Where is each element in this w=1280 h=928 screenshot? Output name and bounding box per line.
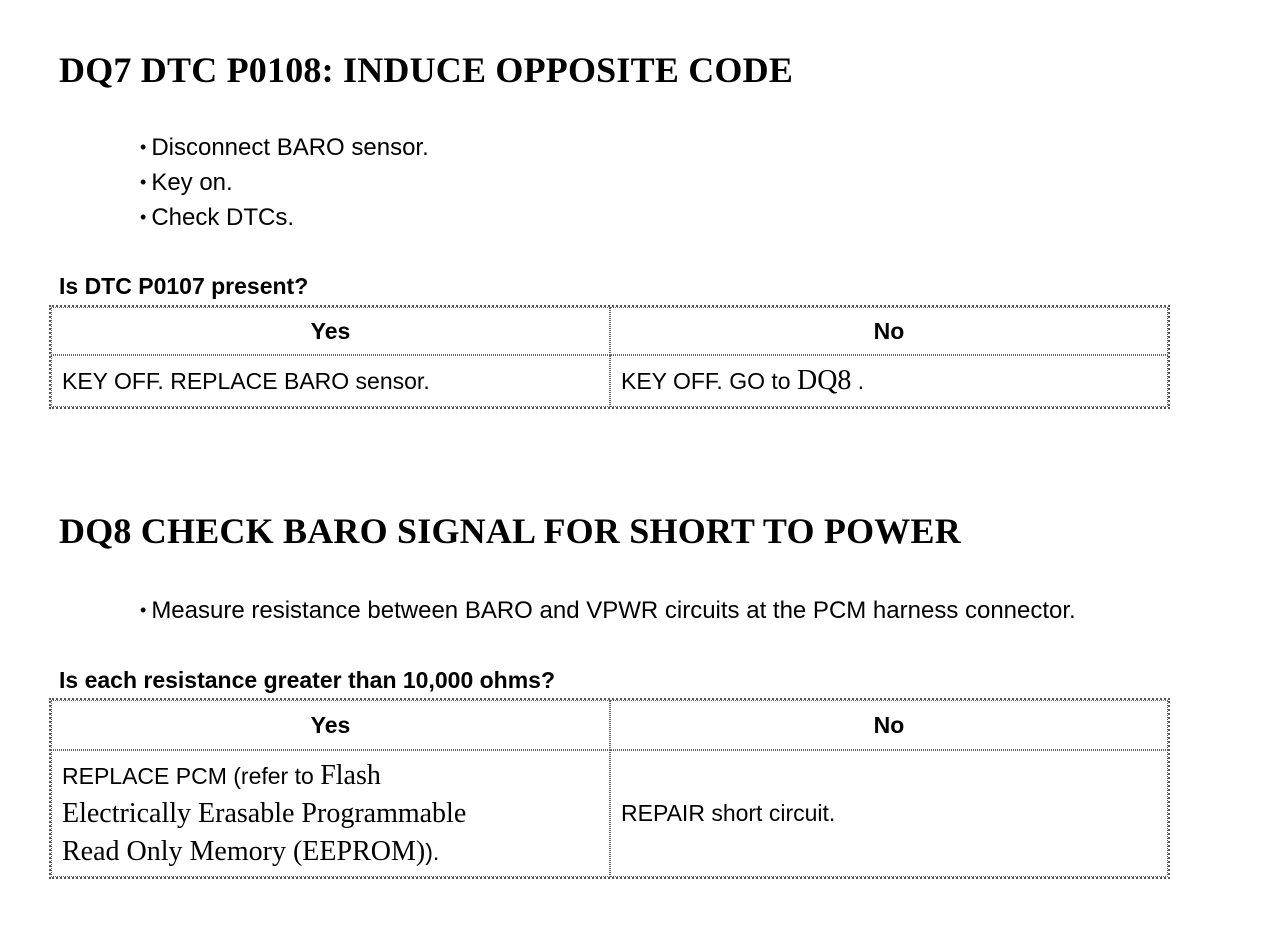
no-action: REPAIR short circuit. [621,800,836,826]
yes-line-3-suffix: ). [425,838,440,865]
yes-line-1-text: REPLACE PCM (refer to [62,762,321,789]
dq7-steps [140,130,429,235]
no-cell [610,750,1168,877]
yes-action: KEY OFF. REPLACE BARO sensor. [62,367,430,394]
yes-header: Yes [51,307,610,355]
yes-line-3 [62,833,609,871]
dq8-steps [140,593,1076,628]
eeprom-link[interactable]: Read Only Memory (EEPROM) [62,835,426,867]
yes-cell [51,750,610,877]
step-item: • Key on. [140,165,429,200]
dq8-answer-table [49,698,1170,879]
yes-header: Yes [51,700,610,750]
dq8-title: DQ8 CHECK BARO SIGNAL FOR SHORT TO POWER [59,511,961,551]
dq7-answer-table [49,305,1170,409]
dq8-link[interactable]: DQ8 [796,365,852,396]
no-cell [610,355,1168,407]
yes-line-1 [62,757,609,795]
no-action-prefix: KEY OFF. GO to [621,368,797,394]
yes-cell [51,355,610,407]
step-item: • Check DTCs. [140,200,429,235]
dq8-question: Is each resistance greater than 10,000 ohms? [59,667,556,693]
no-action-suffix: . [851,368,865,394]
flash-eeprom-link[interactable]: Flash [320,759,381,791]
dq7-title: DQ7 DTC P0108: INDUCE OPPOSITE CODE [59,50,794,90]
no-header: No [610,700,1168,750]
yes-line-2[interactable]: Electrically Erasable Programmable [62,797,467,829]
step-item: • Measure resistance between BARO and VPWR circuits at the PCM harness connector. [140,593,1076,628]
step-item: • Disconnect BARO sensor. [140,130,429,165]
dq7-question: Is DTC P0107 present? [59,273,309,299]
no-header: No [610,307,1168,355]
